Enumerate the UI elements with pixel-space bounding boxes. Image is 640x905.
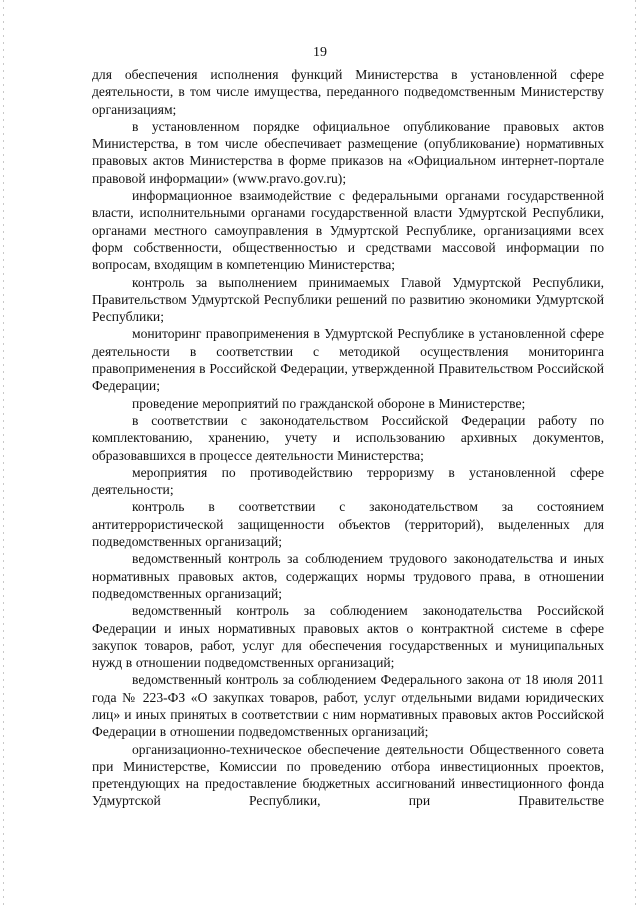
page-number: 19	[313, 45, 327, 60]
document-body	[92, 66, 604, 810]
paragraph-13: организационно-техническое обеспечение деятельности Общественного совета при Министерстве, Комиссии по проведению отбора инвестиционных проектов, претендующих на предоставление бюджетных ассигнований инвестиционного фонда Удмуртской Республики, при Правительстве	[92, 741, 604, 809]
scan-edge-left	[3, 0, 4, 905]
paragraph-6: проведение мероприятий по гражданской обороне в Министерстве;	[132, 395, 526, 411]
scan-edge-right	[635, 0, 636, 905]
paragraph-9: контроль в соответствии с законодательством за состоянием антитеррористической защищенности объектов (территорий), выделенных для подведомственных организаций;	[92, 499, 604, 550]
paragraph-8: мероприятия по противодействию терроризму в установленной сфере деятельности;	[92, 464, 604, 498]
paragraph-1: для обеспечения исполнения функций Министерства в установленной сфере деятельности, в том числе имущества, переданного подведомственным Министерству организациям;	[92, 67, 604, 117]
paragraph-12: ведомственный контроль за соблюдением Федерального закона от 18 июля 2011 года № 223-ФЗ «О закупках товаров, работ, услуг отдельными видами юридических лиц» и иных принятых в соответствии с ним нормативных правовых актов Российской Федерации в отношении подведомственных организаций;	[92, 672, 604, 740]
paragraph-4: контроль за выполнением принимаемых Главой Удмуртской Республики, Правительством Удмуртской Республики решений по развитию экономики Удмуртской Республики;	[92, 274, 604, 325]
paragraph-3: информационное взаимодействие с федеральными органами государственной власти, исполнительными органами государственной власти Удмуртской Республики, органами местного самоуправления в Удмуртской Республике, организациями всех форм собственности, общественностью и средствами массовой информации по вопросам, входящим в компетенцию Министерства;	[92, 188, 604, 273]
paragraph-11: ведомственный контроль за соблюдением законодательства Российской Федерации и иных нормативных правовых актов о контрактной системе в сфере закупок товаров, работ, услуг для обеспечения государственных и муниципальных нужд в отношении подведомственных организаций;	[92, 603, 604, 671]
paragraph-2: в установленном порядке официальное опубликование правовых актов Министерства, в том числе обеспечивает размещение (опубликование) нормативных правовых актов Министерства в форме приказов на «Официальном интернет-портале правовой информации» (www.pravo.gov.ru);	[92, 118, 604, 186]
paragraph-10: ведомственный контроль за соблюдением трудового законодательства и иных нормативных правовых актов, содержащих нормы трудового права, в отношении подведомственных организаций;	[92, 551, 604, 601]
paragraph-7: в соответствии с законодательством Российской Федерации работу по комплектованию, хранению, учету и использованию архивных документов, образовавшихся в процессе деятельности Министерства;	[92, 412, 604, 463]
paragraph-5: мониторинг правоприменения в Удмуртской Республике в установленной сфере деятельности в соответствии с методикой осуществления мониторинга правоприменения в Российской Федерации, утвержденной Правительством Российской Федерации;	[92, 326, 604, 394]
